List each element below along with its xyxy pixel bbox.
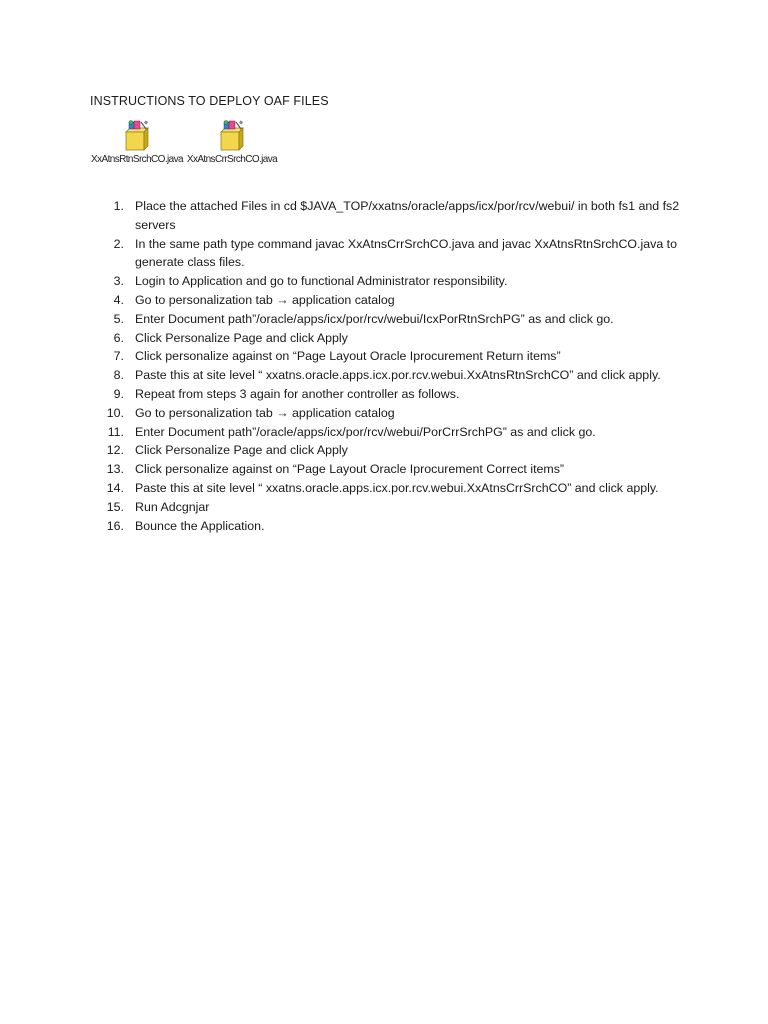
step-text: Bounce the Application. [135, 518, 265, 533]
step-text: Place the attached Files in cd $JAVA_TOP/xxatns/oracle/apps/icx/por/rcv/webui/ in both fs1 and fs2 servers [135, 199, 680, 232]
step-text: Go to personalization tab → application catalog [135, 405, 395, 420]
step-number: 14. [106, 480, 124, 495]
step-text: Paste this at site level “ xxatns.oracle.apps.icx.por.rcv.webui.XxAtnsRtnSrchCO” and click apply. [135, 368, 661, 383]
java-file-package-icon [122, 120, 152, 152]
list-item [100, 441, 690, 460]
list-item [100, 197, 690, 235]
list-item [100, 404, 690, 423]
attachment-xxatnscrrsrchco[interactable] [183, 120, 281, 166]
java-file-package-icon [217, 120, 247, 152]
step-number: 10. [106, 405, 124, 420]
list-item [100, 423, 690, 442]
step-number: 12. [106, 443, 124, 458]
step-text: Paste this at site level “ xxatns.oracle.apps.icx.por.rcv.webui.XxAtnsCrrSrchCO” and click apply. [135, 480, 659, 495]
list-item [100, 460, 690, 479]
step-text: Click Personalize Page and click Apply [135, 443, 348, 458]
step-text: In the same path type command javac XxAtnsCrrSrchCO.java and javac XxAtnsRtnSrchCO.java to generate class files. [135, 236, 677, 270]
list-item [100, 329, 690, 348]
document-title: INSTRUCTIONS TO DEPLOY OAF FILES [90, 94, 329, 108]
step-number: 7. [113, 349, 124, 364]
attachment-xxatnsrtnsrchco[interactable] [88, 120, 186, 166]
step-text: Run Adcgnjar [135, 499, 210, 514]
step-text: Click personalize against on “Page Layout Oracle Iprocurement Correct items” [135, 462, 565, 477]
list-item [100, 272, 690, 291]
step-number: 16. [106, 518, 124, 533]
step-number: 4. [113, 292, 124, 307]
step-number: 15. [106, 499, 124, 514]
step-number: 3. [113, 274, 124, 289]
attachment-filename: XxAtnsCrrSrchCO.java [186, 154, 278, 165]
step-text: Click personalize against on “Page Layout Oracle Iprocurement Return items” [135, 349, 561, 364]
step-number: 5. [113, 311, 124, 326]
step-number: 1. [113, 199, 124, 213]
list-item [100, 385, 690, 404]
step-text: Click Personalize Page and click Apply [135, 330, 348, 345]
list-item [100, 347, 690, 366]
list-item [100, 366, 690, 385]
attachments-row [88, 120, 288, 182]
step-number: 2. [113, 236, 124, 251]
list-item [100, 310, 690, 329]
list-item [100, 291, 690, 310]
instruction-steps-list [100, 197, 690, 535]
step-number: 9. [113, 386, 124, 401]
step-text: Enter Document path”/oracle/apps/icx/por/rcv/webui/PorCrrSrchPG” as and click go. [135, 424, 596, 439]
step-text: Login to Application and go to functional Administrator responsibility. [135, 274, 508, 289]
step-number: 8. [113, 368, 124, 383]
list-item [100, 517, 690, 536]
list-item [100, 479, 690, 498]
step-number: 11. [107, 424, 124, 439]
step-text: Enter Document path”/oracle/apps/icx/por/rcv/webui/IcxPorRtnSrchPG” as and click go. [135, 311, 614, 326]
attachment-filename: XxAtnsRtnSrchCO.java [91, 154, 183, 165]
step-number: 6. [113, 330, 124, 345]
step-text: Go to personalization tab → application catalog [135, 292, 395, 307]
step-number: 13. [106, 462, 124, 477]
list-item [100, 235, 690, 273]
list-item [100, 498, 690, 517]
step-text: Repeat from steps 3 again for another controller as follows. [135, 386, 460, 401]
